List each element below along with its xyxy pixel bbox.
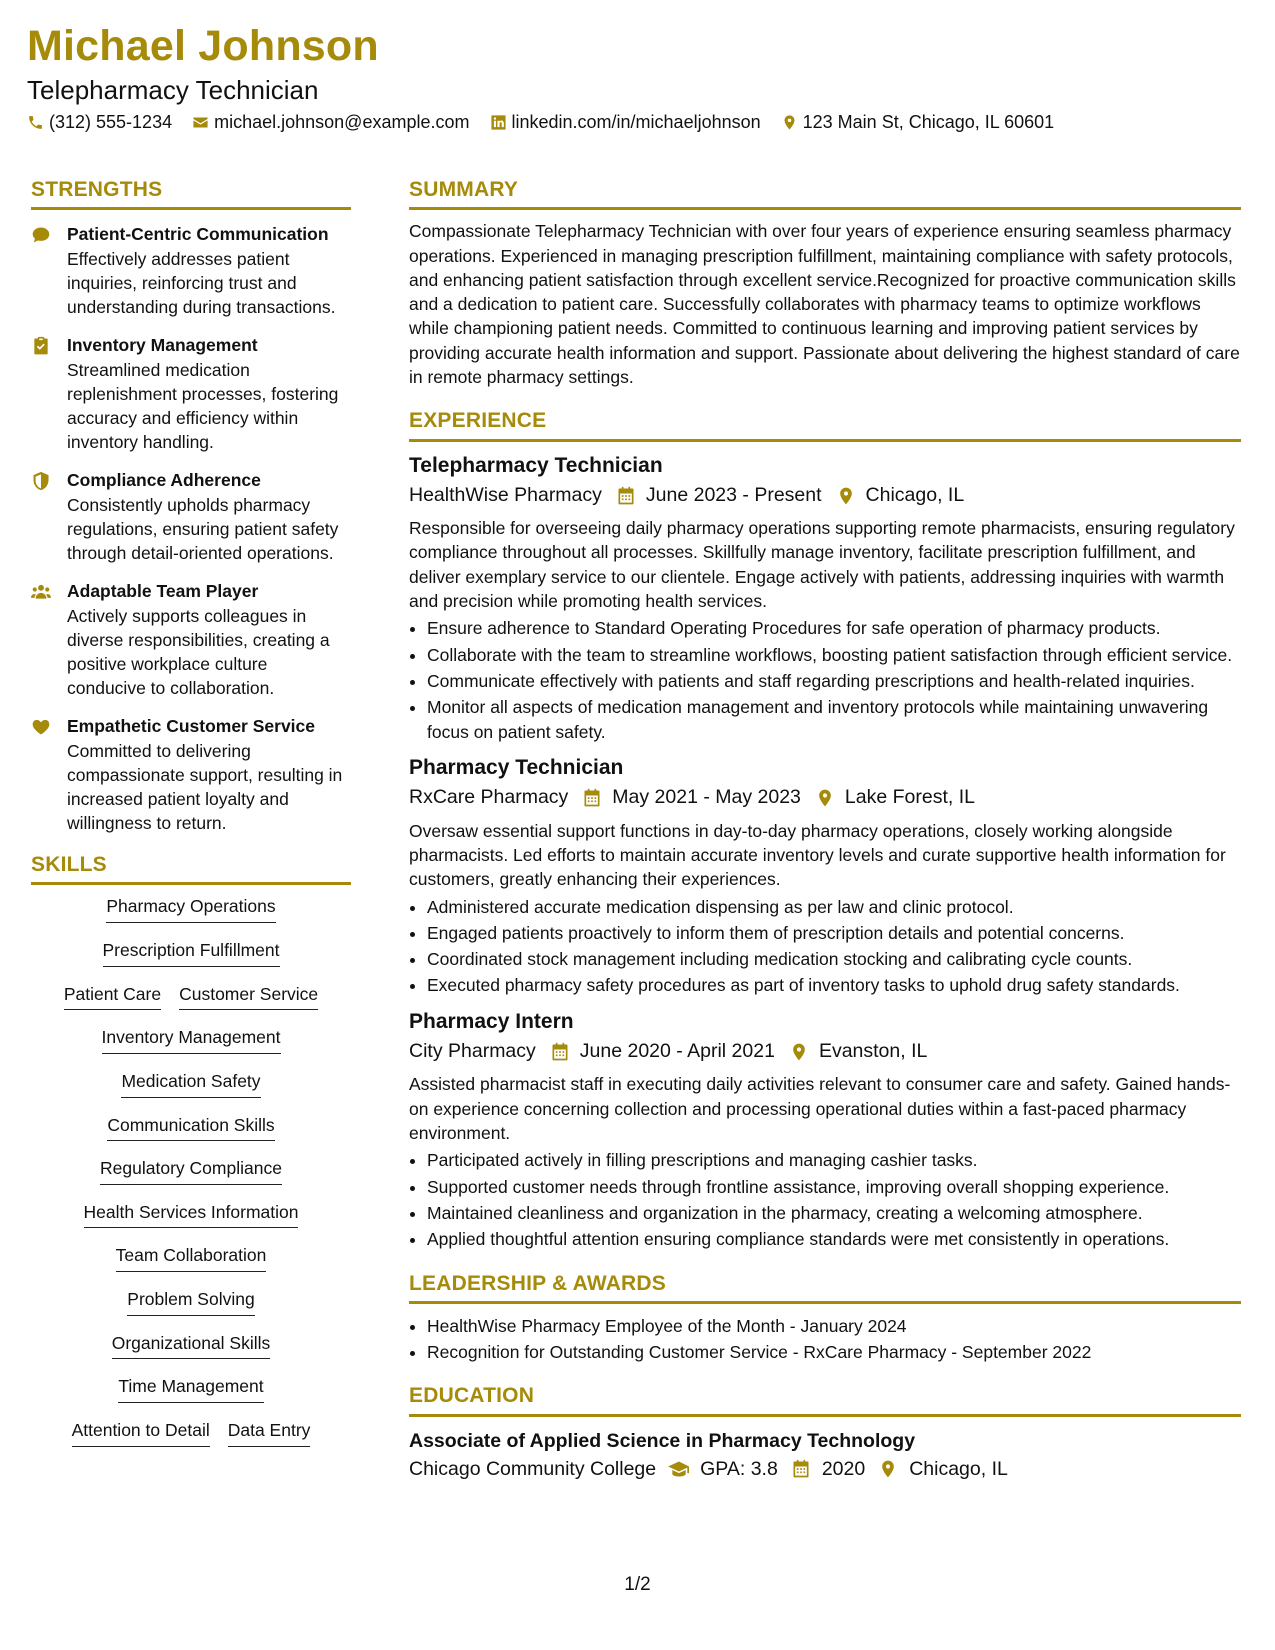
job-bullet: • Applied thoughtful attention ensuring compliance standards were met consistently in operations. xyxy=(427,1227,1241,1251)
strength-title: Compliance Adherence xyxy=(67,470,261,491)
job-dates: May 2021 - May 2023 xyxy=(612,786,801,809)
skill-tag: Health Services Information xyxy=(84,1201,299,1229)
job-bullet: • Supported customer needs through frontline assistance, improving overall shopping experience. xyxy=(427,1175,1241,1199)
skill-tag: Team Collaboration xyxy=(116,1244,267,1272)
strength-desc: Consistently upholds pharmacy regulations, ensuring patient safety through detail-oriented operations. xyxy=(67,494,339,563)
strength-item xyxy=(31,333,351,454)
job-bullet: • Participated actively in filling prescriptions and managing cashier tasks. xyxy=(427,1148,1241,1172)
job-bullets xyxy=(409,895,1241,998)
job-bullet: • Executed pharmacy safety procedures as part of inventory tasks to uphold drug safety standards. xyxy=(427,973,1241,997)
contact-email[interactable] xyxy=(192,112,469,133)
job-bullet: • Collaborate with the team to streamline workflows, boosting patient satisfaction through efficient service. xyxy=(427,643,1241,667)
shield-icon xyxy=(31,471,51,491)
strength-desc: Effectively addresses patient inquiries, reinforcing trust and understanding during transactions. xyxy=(67,248,336,317)
job-company: HealthWise Pharmacy xyxy=(409,483,602,506)
skill-tag: Patient Care xyxy=(64,983,161,1011)
job-entry xyxy=(409,754,1241,998)
strength-item xyxy=(31,222,351,319)
job-title: Pharmacy Intern xyxy=(409,1009,574,1033)
strengths-list xyxy=(31,222,351,835)
job-meta xyxy=(409,784,1241,811)
map-pin-icon xyxy=(789,1042,809,1062)
strength-desc: Streamlined medication replenishment processes, fostering accuracy and efficiency within inventory handling. xyxy=(67,359,339,453)
strength-item xyxy=(31,579,351,700)
skill-tag: Attention to Detail xyxy=(72,1419,210,1447)
award-item: • Recognition for Outstanding Customer Service - RxCare Pharmacy - September 2022 xyxy=(427,1340,1241,1364)
job-bullet: • Administered accurate medication dispensing as per law and clinic protocol. xyxy=(427,895,1241,919)
job-dates: June 2023 - Present xyxy=(645,483,822,506)
skill-tag: Medication Safety xyxy=(121,1070,260,1098)
strength-title: Patient-Centric Communication xyxy=(67,224,329,245)
skill-tag: Pharmacy Operations xyxy=(106,895,275,923)
skill-tag: Organizational Skills xyxy=(112,1332,271,1360)
job-entry xyxy=(409,1008,1241,1252)
strength-title: Adaptable Team Player xyxy=(67,581,259,602)
job-entry xyxy=(409,452,1241,744)
strength-item xyxy=(31,468,351,565)
job-description: Oversaw essential support functions in day-to-day pharmacy operations, closely working alongside pharmacists. Led efforts to maintain accurate inventory levels and curate supportive health information for customers, greatly enhancing their experiences. xyxy=(409,820,1226,890)
job-description: Responsible for overseeing daily pharmacy operations supporting remote pharmacists, ensuring regulatory compliance throughout all processes. Skillfully manage inventory, facilitate prescription fulfillment, and deliver exemplary service to our clientele. Engage actively with patients, addressing inquiries with warmth and precision while promoting health services. xyxy=(409,518,1235,612)
job-bullets xyxy=(409,1148,1241,1251)
linkedin-text[interactable]: linkedin.com/in/michaeljohnson xyxy=(511,112,761,132)
experience-heading: EXPERIENCE xyxy=(409,408,1241,441)
education-meta xyxy=(409,1458,1241,1481)
envelope-icon xyxy=(192,114,209,131)
skill-tag: Data Entry xyxy=(228,1419,311,1447)
job-title: Pharmacy Technician xyxy=(409,755,624,779)
grad-year: 2020 xyxy=(821,1457,866,1480)
job-bullet: • Ensure adherence to Standard Operating Procedures for safe operation of pharmacy products. xyxy=(427,616,1241,640)
skill-tag: Inventory Management xyxy=(102,1026,281,1054)
clipboard-check-icon xyxy=(31,336,51,356)
right-column xyxy=(409,177,1241,1481)
strength-title: Empathetic Customer Service xyxy=(67,716,316,737)
email-text[interactable]: michael.johnson@example.com xyxy=(214,112,470,132)
map-pin-icon xyxy=(836,486,856,506)
leadership-heading: LEADERSHIP & AWARDS xyxy=(409,1271,1241,1304)
strength-title: Inventory Management xyxy=(67,335,258,356)
job-location: Lake Forest, IL xyxy=(844,786,975,809)
strengths-heading: STRENGTHS xyxy=(31,177,351,210)
job-description: Assisted pharmacist staff in executing daily activities relevant to consumer care and safety. Gained hands-on experience concerning collection and processing operational duties within a fast-paced pharmacy environment. xyxy=(409,1074,1231,1143)
contact-linkedin[interactable] xyxy=(490,112,761,133)
users-icon xyxy=(31,582,51,602)
candidate-name: Michael Johnson xyxy=(27,22,379,70)
degree-title: Associate of Applied Science in Pharmacy Technology xyxy=(409,1429,916,1452)
linkedin-icon xyxy=(490,114,507,131)
phone-text: (312) 555-1234 xyxy=(49,112,173,132)
job-title: Telepharmacy Technician xyxy=(409,453,663,477)
contact-address xyxy=(781,112,1055,133)
summary-heading: SUMMARY xyxy=(409,177,1241,210)
strength-item xyxy=(31,714,351,835)
skill-tag: Customer Service xyxy=(179,983,318,1011)
heart-icon xyxy=(31,717,51,737)
skill-tag: Problem Solving xyxy=(127,1288,254,1316)
strength-desc: Committed to delivering compassionate support, resulting in increased patient loyalty and willingness to return. xyxy=(67,740,343,834)
job-bullet: • Maintained cleanliness and organization in the pharmacy, creating a welcoming atmosphere. xyxy=(427,1201,1241,1225)
left-column xyxy=(31,177,351,1463)
map-pin-icon xyxy=(781,114,798,131)
map-pin-icon xyxy=(877,1459,899,1479)
strength-desc: Actively supports colleagues in diverse responsibilities, creating a positive workplace culture conducive to collaboration. xyxy=(67,605,330,699)
job-bullet: • Engaged patients proactively to inform them of prescription details and potential concerns. xyxy=(427,921,1241,945)
job-meta xyxy=(409,1038,1241,1065)
skill-tag: Time Management xyxy=(118,1375,263,1403)
award-item: • HealthWise Pharmacy Employee of the Month - January 2024 xyxy=(427,1314,1241,1338)
graduation-cap-icon xyxy=(668,1459,690,1479)
page-number: 1/2 xyxy=(624,1574,651,1595)
skills-heading: SKILLS xyxy=(31,852,351,885)
map-pin-icon xyxy=(815,788,835,808)
address-text: 123 Main St, Chicago, IL 60601 xyxy=(802,112,1055,132)
calendar-icon xyxy=(616,486,636,506)
job-dates: June 2020 - April 2021 xyxy=(579,1040,775,1063)
job-company: RxCare Pharmacy xyxy=(409,786,569,809)
phone-icon xyxy=(27,114,44,131)
school-location: Chicago, IL xyxy=(909,1457,1008,1480)
candidate-title: Telepharmacy Technician xyxy=(27,75,319,105)
job-meta xyxy=(409,482,1241,509)
calendar-icon xyxy=(790,1459,812,1479)
summary-text: Compassionate Telepharmacy Technician with over four years of experience ensuring seamless pharmacy operations. Experienced in managing prescription fulfillment, maintaining compliance with safety protocols, and enhancing patient satisfaction through excellent service.Recognized for proactive communication skills and a dedication to patient care. Successfully collaborates with pharmacy teams to optimize workflows while championing patient needs. Committed to continuous learning and improving patient services by providing accurate health information and support. Passionate about delivering the highest standard of care in remote pharmacy settings. xyxy=(409,221,1240,388)
job-bullet: • Coordinated stock management including medication stocking and calibrating cycle counts. xyxy=(427,947,1241,971)
job-bullet: • Monitor all aspects of medication management and inventory protocols while maintaining unwavering focus on patient safety. xyxy=(427,695,1241,744)
awards-list xyxy=(409,1314,1241,1365)
job-company: City Pharmacy xyxy=(409,1040,536,1063)
speech-bubble-icon xyxy=(31,225,51,245)
gpa-text: GPA: 3.8 xyxy=(700,1457,778,1480)
skill-tag: Prescription Fulfillment xyxy=(103,939,280,967)
education-heading: EDUCATION xyxy=(409,1383,1241,1416)
job-location: Evanston, IL xyxy=(818,1040,928,1063)
skill-tag: Regulatory Compliance xyxy=(100,1157,282,1185)
skills-list xyxy=(31,895,351,1462)
skill-tag: Communication Skills xyxy=(107,1114,274,1142)
job-bullets xyxy=(409,616,1241,744)
job-location: Chicago, IL xyxy=(865,483,965,506)
school-name: Chicago Community College xyxy=(409,1457,657,1480)
job-bullet: • Communicate effectively with patients and staff regarding prescriptions and health-related inquiries. xyxy=(427,669,1241,693)
calendar-icon xyxy=(550,1042,570,1062)
calendar-icon xyxy=(582,788,602,808)
contact-bar xyxy=(27,112,1074,133)
contact-phone xyxy=(27,112,172,133)
